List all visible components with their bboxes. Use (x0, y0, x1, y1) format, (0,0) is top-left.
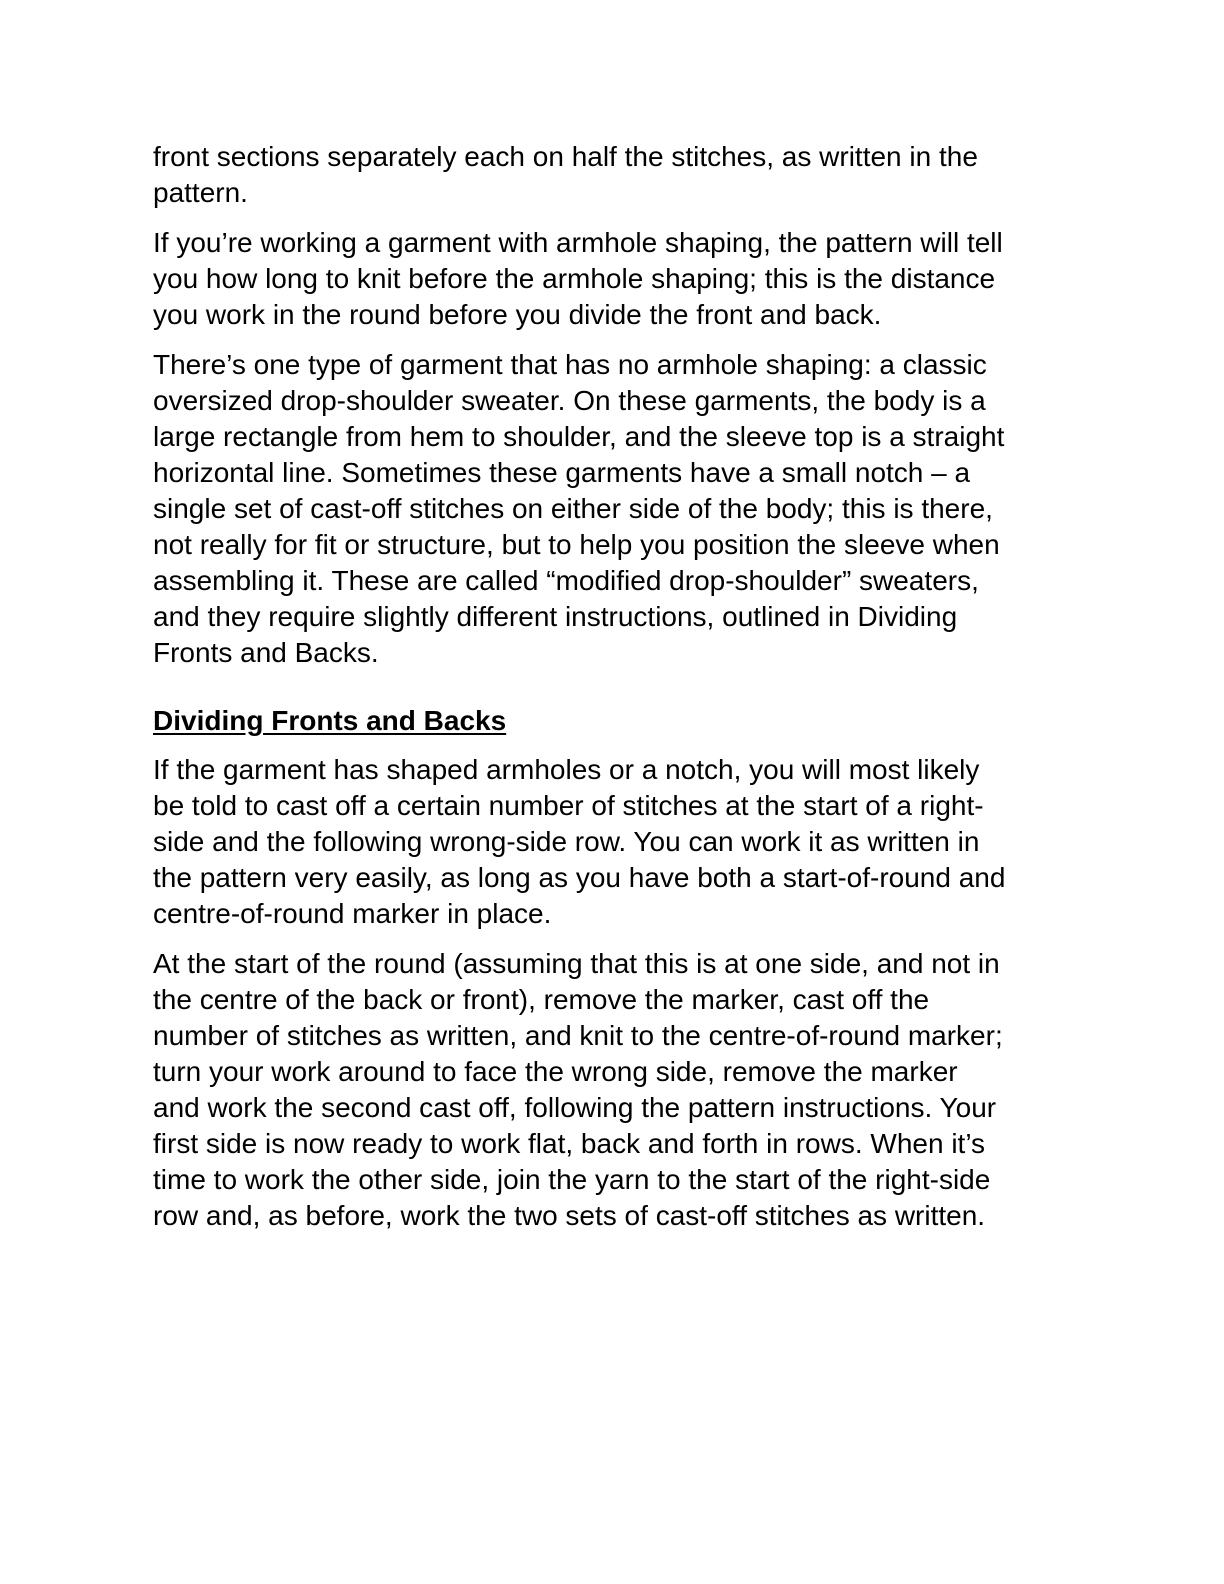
paragraph-armhole-shaping: If you’re working a garment with armhole shaping, the pattern will tell you how long to knit before the armhole shaping; this is the distance you work in the round before you divide the front and back. (153, 227, 1003, 330)
paragraph-drop-shoulder: There’s one type of garment that has no armhole shaping: a classic oversized drop-shoulder sweater. On these garments, the body is a large rectangle from hem to shoulder, and the sleeve top is a straight horizontal line. Sometimes these garments have a small notch – a single set of cast-off stitches on either side of the body; this is there, not really for fit or structure, but to help you position the sleeve when assembling it. These are called “modified drop-shoulder” sweaters, and they require slightly different instructions, outlined in Dividing Fronts and Backs. (153, 349, 1005, 668)
paragraph-shaped-armholes: If the garment has shaped armholes or a notch, you will most likely be told to cast off a certain number of stitches at the start of a right- side and the following wrong-side row. You can work it as written in the pattern very easily, as long as you have both a start-of-round and centre-of-round marker in place. (153, 754, 1006, 929)
paragraph-front-sections: front sections separately each on half the stitches, as written in the pattern. (153, 141, 978, 208)
document-page (153, 139, 1068, 1248)
section-heading-dividing-fronts-and-backs: Dividing Fronts and Backs (153, 705, 507, 736)
paragraph-start-of-round: At the start of the round (assuming that this is at one side, and not in the centre of the back or front), remove the marker, cast off the number of stitches as written, and knit to the centre-of-round marker; turn your work around to face the wrong side, remove the marker and work the second cast off, following the pattern instructions. Your first side is now ready to work flat, back and forth in rows. When it’s time to work the other side, join the yarn to the start of the right-side row and, as before, work the two sets of cast-off stitches as written. (153, 948, 1003, 1231)
